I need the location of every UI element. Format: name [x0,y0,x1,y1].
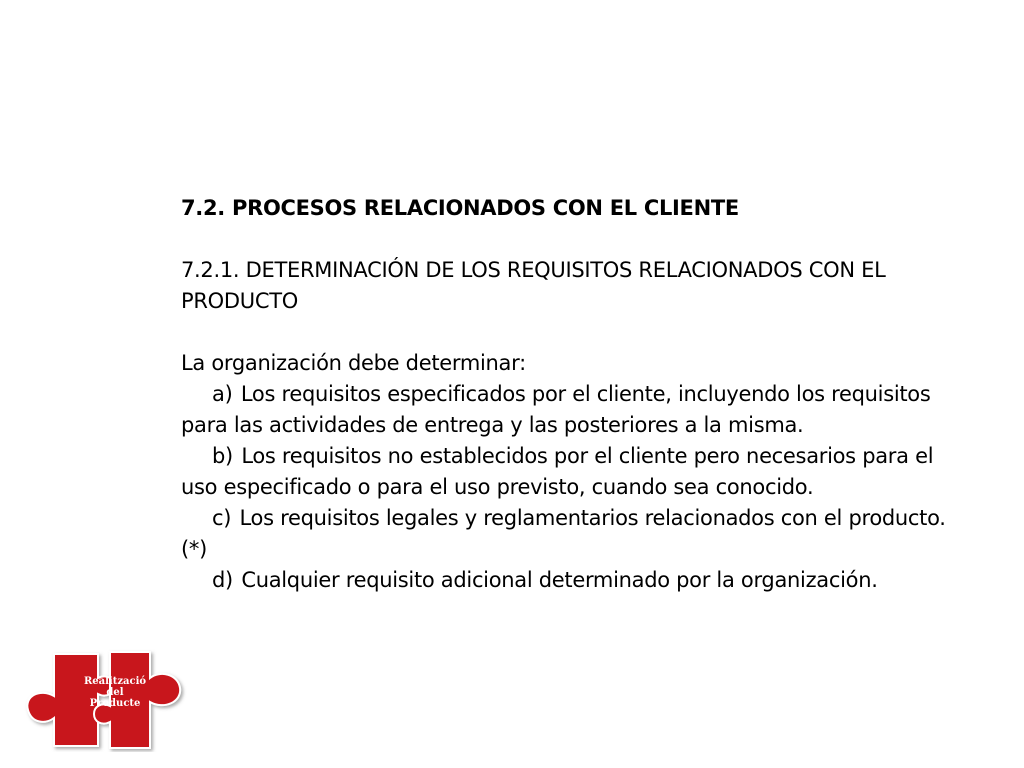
list-item-text: Los requisitos no establecidos por el cliente pero necesarios para el uso especificado o para el uso previsto, cuando sea conocido. [181,444,934,499]
list-item [181,565,961,596]
spacer [181,317,961,348]
list-item-letter: d) [212,568,233,592]
list-item [181,379,961,441]
list-item-letter: a) [212,382,233,406]
intro-text: La organización debe determinar: [181,351,526,375]
logo-label: Realització del Producte [83,676,147,709]
puzzle-logo [14,648,192,752]
spacer [181,224,961,255]
list-item-letter: c) [212,506,232,530]
section-title: 7.2. PROCESOS RELACIONADOS CON EL CLIENTE [181,196,739,220]
list-item [181,503,961,565]
subsection-title: 7.2.1. DETERMINACIÓN DE LOS REQUISITOS RELACIONADOS CON EL PRODUCTO [181,258,886,313]
list-item-text: Los requisitos legales y reglamentarios relacionados con el producto. (*) [181,506,946,561]
slide-content [181,193,961,596]
list-item-letter: b) [212,444,233,468]
list-item-text: Los requisitos especificados por el cliente, incluyendo los requisitos para las actividades de entrega y las posteriores a la misma. [181,382,931,437]
list-item-text: Cualquier requisito adicional determinado por la organización. [241,568,878,592]
list-item [181,441,961,503]
